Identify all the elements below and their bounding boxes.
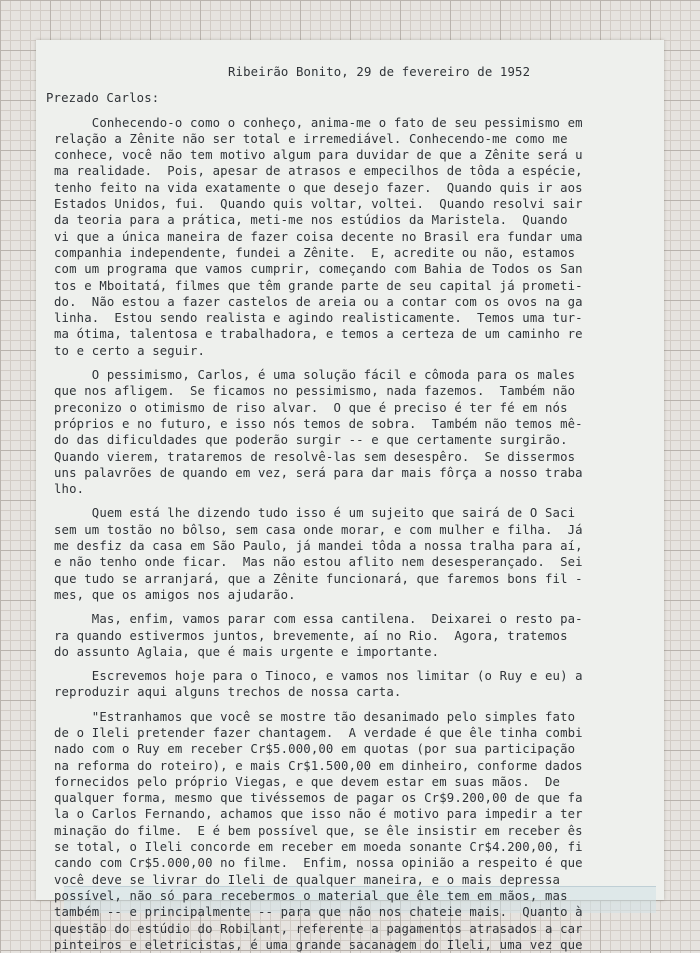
text-line: de o Ileli pretender fazer chantagem. A verdade é que êle tinha combi	[54, 725, 583, 740]
text-line: reproduzir aqui alguns trechos de nossa carta.	[54, 685, 402, 700]
text-line: se total, o Ileli concorde em receber em moeda sonante Cr$4.200,00, fi	[54, 840, 583, 855]
text-line: do. Não estou a fazer castelos de areia ou a contar com os ovos na ga	[54, 294, 583, 309]
text-line: ma realidade. Pois, apesar de atrasos e empecilhos de tôda a espécie,	[54, 164, 583, 179]
text-line: qualquer forma, mesmo que tivéssemos de pagar os Cr$9.200,00 de que fa	[54, 791, 583, 806]
text-line: Escrevemos hoje para o Tinoco, e vamos nos limitar (o Ruy e eu) a	[54, 669, 583, 684]
text-line: Quem está lhe dizendo tudo isso é um sujeito que sairá de O Saci	[54, 506, 576, 521]
text-line: conhece, você não tem motivo algum para duvidar de que a Zênite será u	[54, 148, 583, 163]
text-line: lho.	[54, 482, 85, 497]
paragraph-4	[54, 611, 634, 660]
text-line: la o Carlos Fernando, achamos que isso não é motivo para impedir a ter	[54, 807, 583, 822]
paragraph-5	[54, 668, 634, 701]
paragraph-6	[54, 709, 634, 953]
text-line: próprios e no futuro, e isso nós temos de sobra. Também não temos mê-	[54, 416, 583, 431]
text-line: questão do estúdio do Robilant, referente a pagamentos atrasados a car	[54, 921, 583, 936]
text-line: Quando vierem, trataremos de resolvê-las sem desespêro. Se dissermos	[54, 449, 576, 464]
text-line: minação do filme. E é bem possível que, se êle insistir em receber ês	[54, 823, 583, 838]
text-line: também -- e principalmente -- para que não nos chateie mais. Quanto à	[54, 905, 583, 920]
text-line: com um programa que vamos cumprir, começando com Bahia de Todos os San	[54, 262, 583, 277]
text-line: me desfiz da casa em São Paulo, já mandei tôda a nossa tralha para aí,	[54, 539, 583, 554]
text-line: relação a Zênite não ser total e irremediável. Conhecendo-me como me	[54, 131, 568, 146]
text-line: tenho feito na vida exatamente o que desejo fazer. Quando quis ir aos	[54, 180, 583, 195]
text-line: companhia independente, fundei a Zênite. E, acredite ou não, estamos	[54, 245, 576, 260]
text-line: que tudo se arranjará, que a Zênite funcionará, que faremos bons fil -	[54, 571, 583, 586]
letter-body	[46, 64, 634, 953]
text-line: Estados Unidos, fui. Quando quis voltar, voltei. Quando resolvi sair	[54, 197, 583, 212]
text-line: Mas, enfim, vamos parar com essa cantilena. Deixarei o resto pa-	[54, 612, 583, 627]
text-line: mes, que os amigos nos ajudarão.	[54, 587, 296, 602]
text-line: fornecidos pelo próprio Viegas, e que devem estar em suas mãos. De	[54, 774, 561, 789]
text-line: nado com o Ruy em receber Cr$5.000,00 em quotas (por sua participação	[54, 742, 576, 757]
text-line: você deve se livrar do Ileli de qualquer maneira, e o mais depressa	[54, 872, 561, 887]
text-line: sem um tostão no bôlso, sem casa onde morar, e com mulher e filha. Já	[54, 522, 583, 537]
text-line: to e certo a seguir.	[54, 343, 206, 358]
text-line: preconizo o otimismo de riso alvar. O que é preciso é ter fé em nós	[54, 400, 568, 415]
text-line: pinteiros e eletricistas, é uma grande sacanagem do Ileli, uma vez que	[54, 937, 583, 952]
text-line: da teoria para a prática, meti-me nos estúdios da Maristela. Quando	[54, 213, 568, 228]
text-line: e não tenho onde ficar. Mas não estou aflito nem desesperançado. Sei	[54, 555, 583, 570]
text-line: ma ótima, talentosa e trabalhadora, e temos a certeza de um caminho re	[54, 327, 583, 342]
text-line: tos e Mboitatá, filmes que têm grande parte de seu capital já prometi-	[54, 278, 583, 293]
salutation: Prezado Carlos:	[46, 91, 160, 106]
text-line: possível, não só para recebermos o material que êle tem em mãos, mas	[54, 888, 568, 903]
paragraph-1	[54, 115, 634, 359]
paragraph-3	[54, 505, 634, 603]
text-line: linha. Estou sendo realista e agindo realisticamente. Temos uma tur-	[54, 311, 583, 326]
text-line: do assunto Aglaia, que é mais urgente e importante.	[54, 644, 440, 659]
text-line: vi que a única maneira de fazer coisa decente no Brasil era fundar uma	[54, 229, 583, 244]
dateline: Ribeirão Bonito, 29 de fevereiro de 1952	[228, 65, 531, 79]
text-line: uns palavrões de quando em vez, será para dar mais fôrça a nosso traba	[54, 465, 583, 480]
text-line: do das dificuldades que poderão surgir -- e que certamente surgirão.	[54, 433, 568, 448]
text-line: na reforma do roteiro), e mais Cr$1.500,00 em dinheiro, conforme dados	[54, 758, 583, 773]
text-line: ra quando estivermos juntos, brevemente, aí no Rio. Agora, tratemos	[54, 628, 568, 643]
text-line: que nos afligem. Se ficamos no pessimismo, nada fazemos. Também não	[54, 384, 576, 399]
text-line: cando com Cr$5.000,00 no filme. Enfim, nossa opinião a respeito é que	[54, 856, 583, 871]
text-line: Conhecendo-o como o conheço, anima-me o fato de seu pessimismo em	[54, 115, 583, 130]
text-line: "Estranhamos que você se mostre tão desanimado pelo simples fato	[54, 709, 576, 724]
paragraph-2	[54, 367, 634, 497]
text-line: O pessimismo, Carlos, é uma solução fácil e cômoda para os males	[54, 368, 576, 383]
